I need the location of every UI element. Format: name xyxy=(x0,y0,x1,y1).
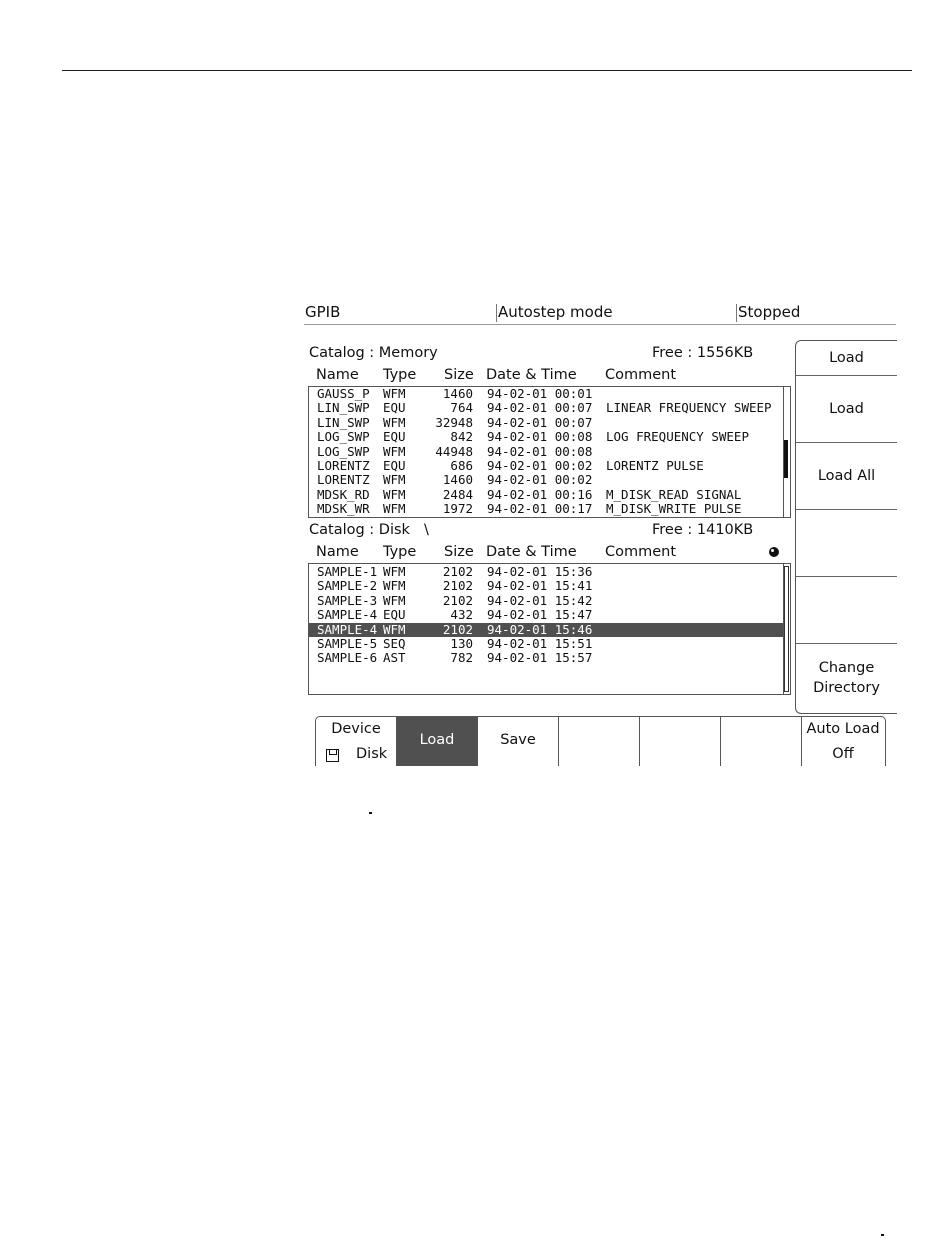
memory-file-row[interactable] xyxy=(309,502,783,516)
load-side-button[interactable]: Load xyxy=(796,376,897,443)
memory-cell-name: LIN_SWP xyxy=(317,400,370,416)
disk-cell-name: SAMPLE-4 xyxy=(317,607,378,623)
disk-cell-name: SAMPLE-1 xyxy=(317,564,378,579)
memory-col-size: Size xyxy=(444,367,474,383)
memory-catalog-title: Catalog : Memory xyxy=(309,345,438,361)
memory-free-space: Free : 1556KB xyxy=(652,345,754,361)
disk-cell-name: SAMPLE-6 xyxy=(317,650,378,666)
status-divider xyxy=(736,304,737,322)
device-bottom-button[interactable] xyxy=(316,717,397,766)
side-menu xyxy=(795,340,897,714)
disk-cell-name: SAMPLE-3 xyxy=(317,592,378,608)
side-menu-title: Load xyxy=(796,341,897,376)
memory-cell-datetime: 94-02-01 00:02 xyxy=(487,457,593,473)
disk-cell-datetime: 94-02-01 15:36 xyxy=(487,564,593,579)
device-value: Disk xyxy=(356,746,388,762)
memory-cell-name: LOG_SWP xyxy=(317,429,370,445)
disk-cell-datetime: 94-02-01 15:57 xyxy=(487,650,593,666)
status-state: Stopped xyxy=(738,303,801,321)
memory-cell-comment: LORENTZ PULSE xyxy=(606,457,704,473)
memory-col-comment: Comment xyxy=(605,367,677,383)
disk-cell-size: 2102 xyxy=(442,564,473,579)
memory-cell-comment: M_DISK_READ SIGNAL xyxy=(606,486,742,502)
disk-scrollbar-track[interactable] xyxy=(784,566,789,692)
memory-cell-type: WFM xyxy=(383,386,406,401)
disk-cell-type: WFM xyxy=(383,578,406,594)
memory-cell-type: WFM xyxy=(383,472,406,488)
memory-cell-datetime: 94-02-01 00:01 xyxy=(487,386,593,401)
memory-cell-size: 686 xyxy=(450,457,473,473)
memory-file-row[interactable] xyxy=(309,473,783,487)
memory-cell-size: 764 xyxy=(450,400,473,416)
memory-cell-datetime: 94-02-01 00:07 xyxy=(487,414,593,430)
disk-scrollbar[interactable] xyxy=(782,563,791,695)
memory-file-row[interactable] xyxy=(309,488,783,502)
memory-cell-type: WFM xyxy=(383,443,406,459)
disk-file-row[interactable] xyxy=(309,579,783,593)
disk-cell-datetime: 94-02-01 15:42 xyxy=(487,592,593,608)
memory-cell-datetime: 94-02-01 00:08 xyxy=(487,429,593,445)
disk-cell-name: SAMPLE-4 xyxy=(317,621,378,637)
load-all-side-button[interactable]: Load All xyxy=(796,443,897,510)
page-top-rule xyxy=(62,70,912,71)
disk-file-row[interactable] xyxy=(309,565,783,579)
memory-cell-type: WFM xyxy=(383,486,406,502)
disk-free-space: Free : 1410KB xyxy=(652,522,754,538)
load-bottom-label: Load xyxy=(419,732,455,748)
memory-cell-datetime: 94-02-01 00:17 xyxy=(487,501,593,517)
disk-cell-datetime: 94-02-01 15:41 xyxy=(487,578,593,594)
memory-file-row[interactable] xyxy=(309,445,783,459)
memory-cell-datetime: 94-02-01 00:02 xyxy=(487,472,593,488)
memory-cell-type: WFM xyxy=(383,501,406,517)
disk-cell-type: WFM xyxy=(383,564,406,579)
memory-file-row[interactable] xyxy=(309,387,783,401)
memory-cell-size: 1460 xyxy=(442,386,473,401)
disk-cell-name: SAMPLE-2 xyxy=(317,578,378,594)
disk-cell-datetime: 94-02-01 15:47 xyxy=(487,607,593,623)
disk-col-size: Size xyxy=(444,544,474,560)
save-bottom-label: Save xyxy=(500,732,536,748)
disk-cell-type: WFM xyxy=(383,621,406,637)
disk-cell-type: EQU xyxy=(383,607,406,623)
memory-file-row[interactable] xyxy=(309,430,783,444)
status-bar xyxy=(304,300,896,325)
disk-file-row[interactable] xyxy=(309,651,783,665)
disk-file-row[interactable] xyxy=(309,594,783,608)
disk-col-name: Name xyxy=(316,544,359,560)
disk-file-row[interactable] xyxy=(309,608,783,622)
memory-col-datetime: Date & Time xyxy=(486,367,577,383)
floppy-disk-icon xyxy=(326,749,339,762)
side-button-blank-1[interactable] xyxy=(796,510,897,577)
busy-indicator-icon xyxy=(769,547,779,557)
save-bottom-button[interactable] xyxy=(478,717,559,766)
disk-cell-size: 432 xyxy=(450,607,473,623)
memory-cell-type: WFM xyxy=(383,414,406,430)
disk-cell-datetime: 94-02-01 15:46 xyxy=(487,621,593,637)
memory-scrollbar-thumb[interactable] xyxy=(784,440,788,478)
memory-cell-datetime: 94-02-01 00:16 xyxy=(487,486,593,502)
auto-load-bottom-button[interactable] xyxy=(802,717,884,766)
disk-col-type: Type xyxy=(383,544,417,560)
bottom-button-blank-1[interactable] xyxy=(559,717,640,766)
bottom-button-blank-2[interactable] xyxy=(640,717,721,766)
memory-cell-name: LIN_SWP xyxy=(317,414,370,430)
status-interface: GPIB xyxy=(305,303,341,321)
memory-cell-comment: LOG FREQUENCY SWEEP xyxy=(606,429,749,445)
load-bottom-button[interactable] xyxy=(397,717,478,766)
disk-cell-type: SEQ xyxy=(383,635,406,651)
side-button-blank-2[interactable] xyxy=(796,577,897,644)
disk-cell-type: WFM xyxy=(383,592,406,608)
auto-load-value: Off xyxy=(832,746,854,762)
memory-cell-name: GAUSS_P xyxy=(317,386,370,401)
memory-cell-name: LORENTZ xyxy=(317,472,370,488)
memory-cell-size: 842 xyxy=(450,429,473,445)
disk-catalog-title: Catalog : Disk xyxy=(309,522,410,538)
disk-cell-size: 2102 xyxy=(442,578,473,594)
memory-cell-name: MDSK_RD xyxy=(317,486,370,502)
disk-col-comment: Comment xyxy=(605,544,677,560)
memory-cell-size: 32948 xyxy=(435,414,473,430)
memory-cell-type: EQU xyxy=(383,429,406,445)
memory-cell-name: MDSK_WR xyxy=(317,501,370,517)
disk-cell-type: AST xyxy=(383,650,406,666)
memory-cell-size: 44948 xyxy=(435,443,473,459)
memory-cell-size: 1460 xyxy=(442,472,473,488)
bottom-button-blank-3[interactable] xyxy=(721,717,802,766)
disk-cell-datetime: 94-02-01 15:51 xyxy=(487,635,593,651)
disk-cell-size: 2102 xyxy=(442,621,473,637)
memory-cell-type: EQU xyxy=(383,457,406,473)
disk-cell-size: 782 xyxy=(450,650,473,666)
disk-col-datetime: Date & Time xyxy=(486,544,577,560)
memory-col-type: Type xyxy=(383,367,417,383)
memory-cell-size: 2484 xyxy=(442,486,473,502)
memory-file-list[interactable] xyxy=(308,386,784,518)
memory-cell-comment: M_DISK_WRITE PULSE xyxy=(606,501,742,517)
bottom-menu xyxy=(315,716,886,766)
change-directory-side-button[interactable]: Change Directory xyxy=(813,660,880,696)
disk-path: \ xyxy=(424,522,429,538)
memory-cell-datetime: 94-02-01 00:07 xyxy=(487,400,593,416)
memory-col-name: Name xyxy=(316,367,359,383)
disk-cell-name: SAMPLE-5 xyxy=(317,635,378,651)
device-label: Device xyxy=(331,721,381,737)
memory-cell-comment: LINEAR FREQUENCY SWEEP xyxy=(606,400,772,416)
disk-cell-size: 130 xyxy=(450,635,473,651)
page-mark xyxy=(369,812,372,814)
disk-file-list[interactable] xyxy=(308,563,784,695)
disk-file-row[interactable] xyxy=(309,637,783,651)
memory-scrollbar[interactable] xyxy=(782,386,791,518)
memory-file-row[interactable] xyxy=(309,416,783,430)
memory-cell-datetime: 94-02-01 00:08 xyxy=(487,443,593,459)
status-mode: Autostep mode xyxy=(498,303,613,321)
disk-file-row[interactable] xyxy=(309,623,783,637)
status-divider xyxy=(496,304,497,322)
memory-cell-size: 1972 xyxy=(442,501,473,517)
auto-load-label: Auto Load xyxy=(806,721,880,737)
memory-cell-name: LORENTZ xyxy=(317,457,370,473)
memory-file-row[interactable] xyxy=(309,459,783,473)
memory-file-row[interactable] xyxy=(309,401,783,415)
memory-cell-type: EQU xyxy=(383,400,406,416)
memory-cell-name: LOG_SWP xyxy=(317,443,370,459)
page-mark xyxy=(881,1234,884,1236)
disk-cell-size: 2102 xyxy=(442,592,473,608)
